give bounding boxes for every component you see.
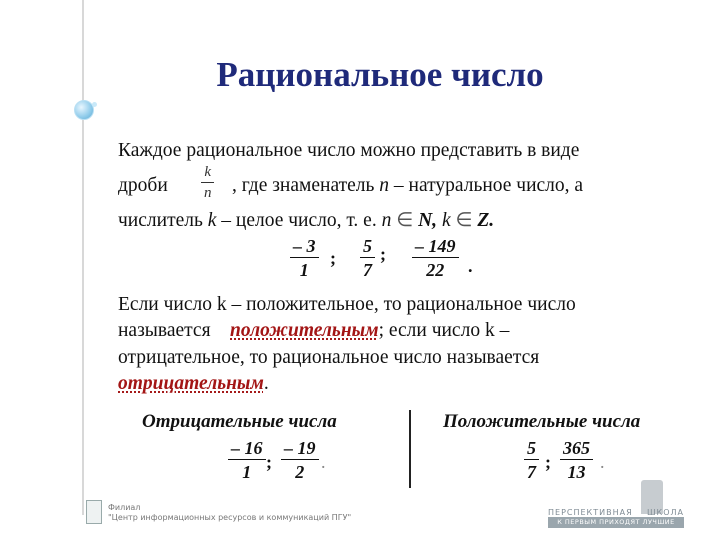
pos-1-denominator: 7 xyxy=(527,462,536,482)
var-n: n xyxy=(379,175,390,196)
negative-fraction-2 xyxy=(281,438,319,482)
para2-line3: отрицательное, то рациональное число называется xyxy=(118,347,540,368)
example-1-denominator: 1 xyxy=(299,260,309,280)
para1-line2-rest xyxy=(232,175,583,197)
fraction-numerator: k xyxy=(201,164,214,183)
example-fraction-3 xyxy=(412,236,459,280)
period: . xyxy=(263,373,269,394)
text-is-called: называется xyxy=(118,320,211,341)
pos-1-numerator: 5 xyxy=(524,438,539,460)
neg-1-denominator: 1 xyxy=(242,462,252,482)
school-slogan: К ПЕРВЫМ ПРИХОДЯТ ЛУЧШИЕ xyxy=(548,517,684,528)
neg-1-separator: ; xyxy=(266,452,272,472)
set-n: N, xyxy=(418,210,438,231)
text-natural-number: – натуральное число, а xyxy=(393,175,584,196)
text-where-denominator: , где знаменатель xyxy=(232,175,375,196)
text-numerator: числитель xyxy=(118,210,203,231)
para1-line2 xyxy=(118,175,168,197)
var-k-2: k xyxy=(441,210,451,231)
decorative-dot-icon xyxy=(92,102,97,107)
example-1-numerator: – 3 xyxy=(290,236,319,258)
footer-line2: "Центр информационных ресурсов и коммуникаций ПГУ" xyxy=(108,513,352,522)
text-drobi: дроби xyxy=(118,175,168,196)
column-divider xyxy=(409,410,411,488)
example-fraction-2 xyxy=(360,236,375,280)
pos-2-denominator: 13 xyxy=(567,462,586,482)
var-n-2: n xyxy=(381,210,392,231)
fraction-k-over-n xyxy=(201,164,215,202)
school-logo xyxy=(548,507,684,529)
para1-line1: Каждое рациональное число можно представить в виде xyxy=(118,140,580,161)
neg-2-separator: . xyxy=(321,452,326,472)
example-3-denominator: 22 xyxy=(426,260,445,280)
para1-line3 xyxy=(118,208,494,232)
set-z: Z. xyxy=(477,210,495,231)
pos-1-separator: ; xyxy=(545,452,551,472)
decorative-bubble-icon xyxy=(74,100,94,120)
negative-fraction-1 xyxy=(228,438,266,482)
example-2-separator: ; xyxy=(380,244,386,264)
pos-2-numerator: 365 xyxy=(560,438,593,460)
element-of-symbol: ∈ xyxy=(396,210,414,231)
school-logo-top xyxy=(548,507,684,517)
element-of-symbol-2: ∈ xyxy=(455,210,473,231)
term-positive: положительным xyxy=(230,320,379,341)
para2-line1: Если число k – положительное, то рациональное число xyxy=(118,294,576,315)
example-fraction-1 xyxy=(290,236,319,280)
neg-1-numerator: – 16 xyxy=(228,438,266,460)
footer-caption xyxy=(108,503,351,523)
positives-heading: Положительные числа xyxy=(443,411,641,432)
negatives-heading: Отрицательные числа xyxy=(142,411,337,432)
para2-line2 xyxy=(118,320,686,342)
example-2-numerator: 5 xyxy=(360,236,375,258)
school-word-2: ШКОЛА xyxy=(646,507,684,517)
para2-line4 xyxy=(118,373,269,395)
term-negative: отрицательным xyxy=(118,373,264,394)
institution-logo-icon xyxy=(86,500,102,524)
text-integer: – целое число, т. е. xyxy=(221,210,377,231)
footer-line1: Филиал xyxy=(108,503,141,512)
pos-2-separator: . xyxy=(600,452,605,472)
example-2-denominator: 7 xyxy=(363,260,372,280)
neg-2-denominator: 2 xyxy=(295,462,305,482)
positive-fraction-2 xyxy=(560,438,593,482)
neg-2-numerator: – 19 xyxy=(281,438,319,460)
slide-title: Рациональное число xyxy=(216,55,544,94)
fraction-denominator: n xyxy=(204,185,212,201)
text-if-number-k: ; если число k – xyxy=(378,320,510,341)
example-1-separator: ; xyxy=(330,248,336,268)
school-word-1: ПЕРСПЕКТИВНАЯ xyxy=(548,507,633,517)
positive-fraction-1 xyxy=(524,438,539,482)
example-3-separator: . xyxy=(468,256,473,276)
example-3-numerator: – 149 xyxy=(412,236,459,258)
var-k: k xyxy=(207,210,217,231)
